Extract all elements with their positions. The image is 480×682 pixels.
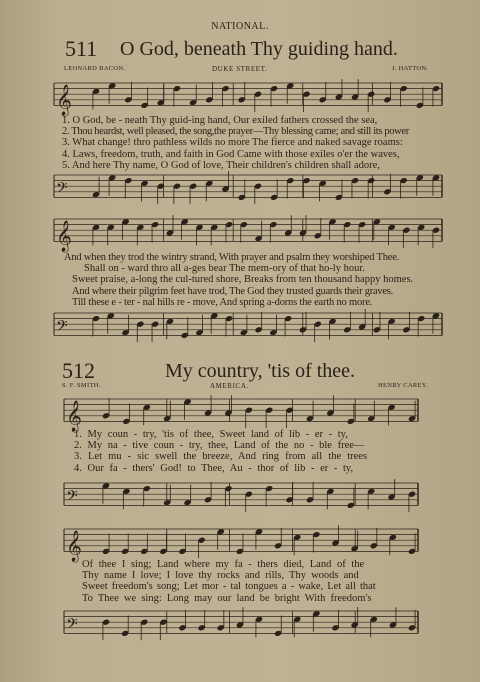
lyric-line: To Thee we sing: Long may our land be bright With freedom's: [82, 592, 372, 604]
bass-clef: 𝄢: [66, 487, 78, 509]
lyric-line: Shall on - ward thro all a-ges bear The mem-ory of that ho-ly hour.: [84, 263, 365, 275]
bass-clef: 𝄢: [56, 317, 68, 339]
lyric-line: 3. Let mu - sic swell the breeze, And ring from all the trees: [74, 451, 368, 463]
lyric-line: 2. Thou heardst, well pleased, the song,the prayer—Thy blessing came; and still its power: [62, 126, 409, 138]
lyric-line: 4. Our fa - thers' God! to Thee, Au - thor of lib - er - ty,: [74, 462, 354, 474]
lyric-line: 1. My coun - try, 'tis of thee, Sweet land of lib - er - ty,: [74, 429, 348, 440]
hymn-composer: HENRY CAREY.: [378, 382, 428, 389]
lyric-line: Sweet praise, a-long the cul-tured shore, Breaks from ten thousand happy homes.: [72, 274, 414, 286]
treble-clef: 𝄞: [66, 530, 82, 562]
lyric-line: Of thee I sing; Land where my fa - thers died, Land of the: [82, 559, 365, 570]
hymn-tune: AMERICA.: [210, 382, 249, 390]
lyric-line: 2. My na - tive coun - try, thee, Land of the no - ble free—: [74, 440, 365, 452]
hymn-author: LEONARD BACON.: [64, 65, 126, 72]
lyric-line: 5. And here Thy name, O God of love, Their children's children shall adore,: [62, 159, 380, 171]
hymn-composer: J. HATTON.: [392, 65, 429, 72]
section-heading: NATIONAL.: [211, 21, 269, 32]
lyric-line: 1. O God, be - neath Thy guid-ing hand, Our exiled fathers crossed the sea,: [62, 115, 378, 126]
bass-clef: 𝄢: [66, 615, 78, 637]
lyric-line: Thy name I love; I love thy rocks and rills, Thy woods and: [82, 570, 359, 582]
hymn-author: S. F. SMITH.: [62, 382, 101, 389]
lyric-line: Till these e - ter - nal hills re - move, And spring a-dorns the earth no more.: [72, 296, 373, 308]
hymn-number: 511: [65, 36, 98, 61]
bass-clef: 𝄢: [56, 179, 68, 201]
lyric-line: 3. What change! thro pathless wilds no more The fierce and naked savage roams:: [62, 137, 403, 149]
treble-clef: 𝄞: [56, 84, 72, 116]
lyric-line: And when they trod the wintry strand, With prayer and psalm they worshiped Thee.: [64, 252, 400, 263]
lyric-line: And where their pilgrim feet have trod, The God they trusted guards their graves.: [72, 285, 393, 297]
hymn-title: O God, beneath Thy guiding hand.: [120, 38, 398, 60]
hymn-number: 512: [62, 358, 95, 383]
lyric-line: 4. Laws, freedom, truth, and faith in God Came with those exiles o'er the waves,: [62, 148, 400, 160]
lyric-line: Sweet freedom's song; Let mor - tal tongues a - wake, Let all that: [82, 581, 376, 593]
treble-clef: 𝄞: [66, 400, 82, 432]
treble-clef: 𝄞: [56, 220, 72, 252]
hymn-title: My country, 'tis of thee.: [165, 360, 356, 382]
hymn-tune: DUKE STREET.: [212, 65, 268, 73]
